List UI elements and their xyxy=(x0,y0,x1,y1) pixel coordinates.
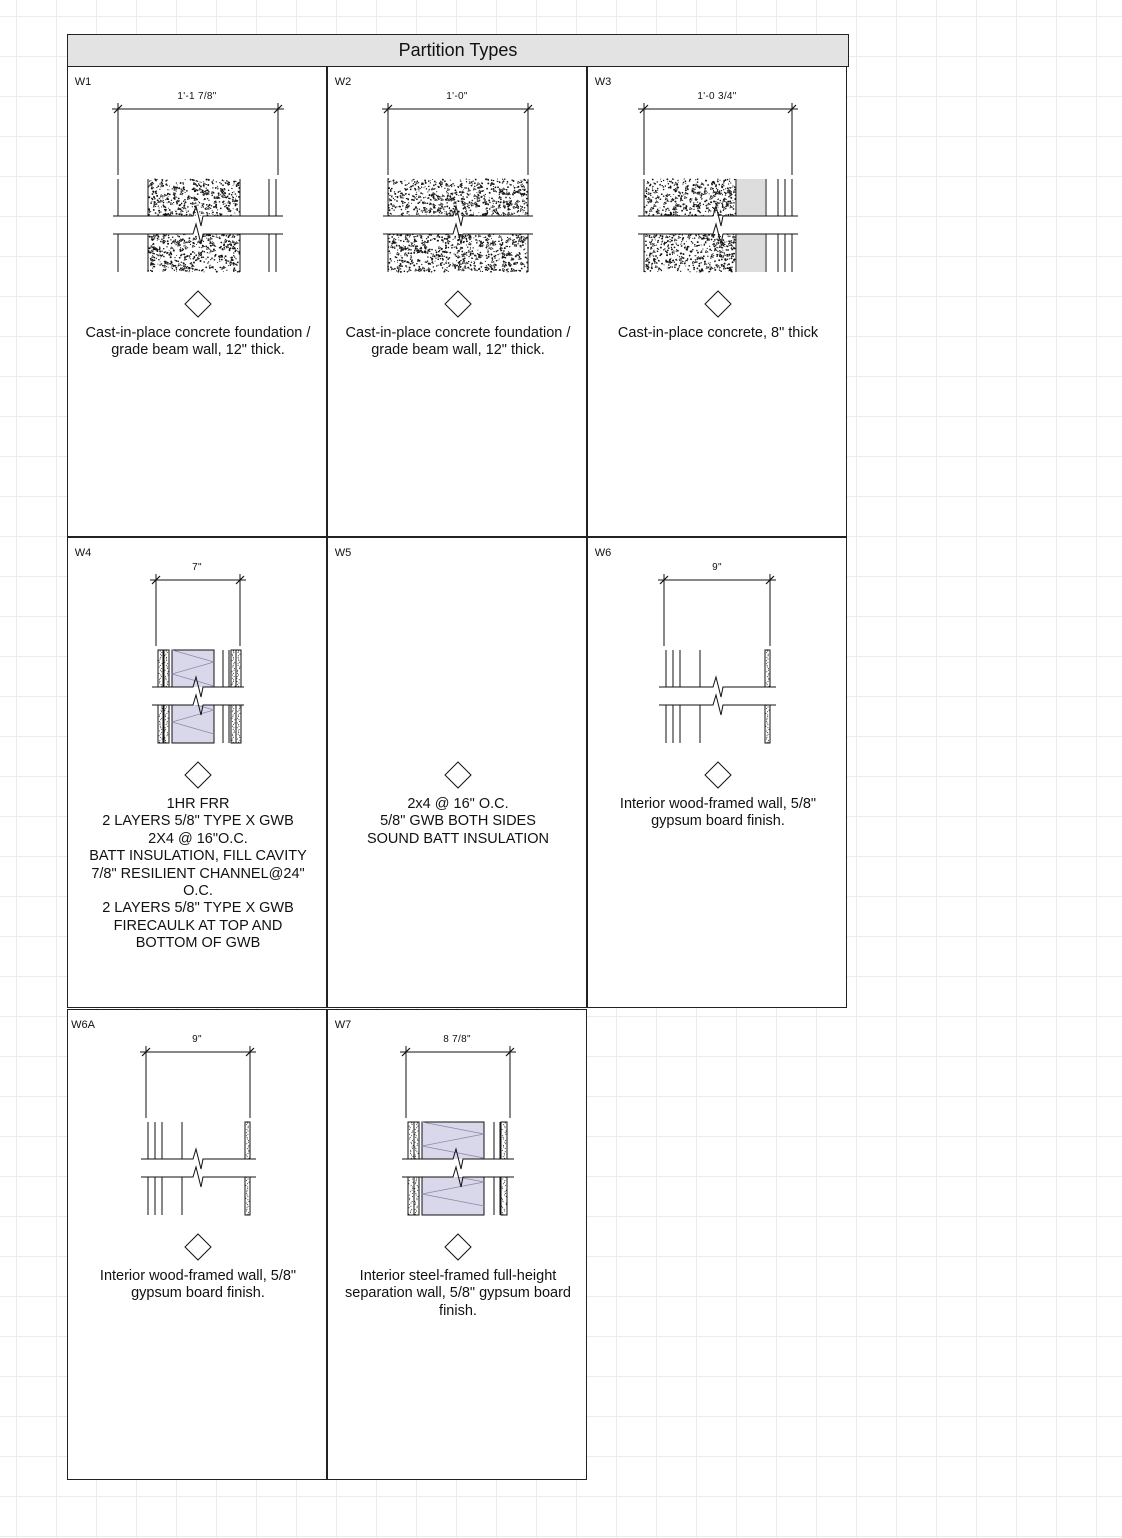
partition-tag-label: W6 xyxy=(594,547,612,559)
partition-types-sheet xyxy=(67,34,849,1481)
partition-tag-label: W1 xyxy=(74,76,92,88)
dimension-label: 9" xyxy=(712,562,722,573)
partition-description xyxy=(88,796,308,953)
wall-section-w1 xyxy=(68,67,328,317)
partition-cell-w6a xyxy=(67,1009,327,1480)
partition-tag-symbol xyxy=(703,289,733,319)
description-line: 2X4 @ 16"O.C. xyxy=(148,830,248,847)
partition-description xyxy=(82,325,314,360)
partition-cell-w5 xyxy=(327,537,587,1008)
wall-section-w4 xyxy=(68,538,328,788)
partition-description xyxy=(602,325,834,342)
partition-tag-label: W3 xyxy=(594,76,612,88)
partition-cell-w3 xyxy=(587,66,847,537)
description-line: 1HR FRR xyxy=(166,796,230,812)
description-line: Interior wood-framed wall, 5/8" gypsum board finish. xyxy=(619,796,817,830)
partition-cell-w6 xyxy=(587,537,847,1008)
partition-tag-label: W7 xyxy=(334,1019,352,1031)
description-line: Cast-in-place concrete foundation / grade beam wall, 12" thick. xyxy=(85,325,311,359)
description-line: Cast-in-place concrete foundation / grade beam wall, 12" thick. xyxy=(345,325,571,359)
dimension-label: 1'-0" xyxy=(446,91,468,102)
partition-tag-symbol xyxy=(703,760,733,790)
partition-tag-symbol xyxy=(183,760,213,790)
dimension-label: 1'-0 3/4" xyxy=(697,91,737,102)
partition-tag-symbol xyxy=(443,760,473,790)
partition-description xyxy=(82,1268,314,1303)
partition-cell-w4 xyxy=(67,537,327,1008)
partition-description xyxy=(342,1268,574,1320)
description-line: Interior wood-framed wall, 5/8" gypsum board finish. xyxy=(99,1268,297,1302)
description-line: 5/8" GWB BOTH SIDES xyxy=(380,813,536,830)
description-line: FIRECAULK AT TOP AND BOTTOM OF GWB xyxy=(113,917,283,952)
sheet-title: Partition Types xyxy=(67,34,849,67)
partition-description xyxy=(342,796,574,848)
partition-tag-symbol xyxy=(443,289,473,319)
wall-section-w6 xyxy=(588,538,848,788)
partition-tag-label: W6A xyxy=(71,1019,95,1031)
dimension-label: 8 7/8" xyxy=(443,1034,471,1045)
partition-description xyxy=(602,796,834,831)
description-line: Cast-in-place concrete, 8" thick xyxy=(617,325,819,341)
partition-tag-label: W4 xyxy=(74,547,92,559)
wall-section-w7 xyxy=(328,1010,588,1260)
dimension-label: 1'-1 7/8" xyxy=(177,91,217,102)
partition-description xyxy=(342,325,574,360)
description-line: 2 LAYERS 5/8" TYPE X GWB xyxy=(102,900,294,917)
partition-tag-label: W2 xyxy=(334,76,352,88)
description-line: 2 LAYERS 5/8" TYPE X GWB xyxy=(102,813,294,830)
break-gap xyxy=(141,1159,256,1177)
partition-tag-symbol xyxy=(183,1232,213,1262)
dimension-label: 7" xyxy=(192,562,202,573)
description-line: Interior steel-framed full-height separation wall, 5/8" gypsum board finish. xyxy=(345,1268,571,1319)
description-line: SOUND BATT INSULATION xyxy=(366,830,550,847)
partition-tag-symbol xyxy=(183,289,213,319)
description-line: 2x4 @ 16" O.C. xyxy=(407,796,509,812)
partition-tag-symbol xyxy=(443,1232,473,1262)
description-line: BATT INSULATION, FILL CAVITY xyxy=(89,848,307,865)
wall-section-w6a xyxy=(68,1010,328,1260)
dimension-label: 9" xyxy=(192,1034,202,1045)
wall-section-w3 xyxy=(588,67,848,317)
wall-section-w2 xyxy=(328,67,588,317)
partition-cell-w1 xyxy=(67,66,327,537)
partition-cell-w7 xyxy=(327,1009,587,1480)
partition-cell-w2 xyxy=(327,66,587,537)
partition-tag-label: W5 xyxy=(334,547,352,559)
description-line: 7/8" RESILIENT CHANNEL@24" O.C. xyxy=(91,865,305,900)
